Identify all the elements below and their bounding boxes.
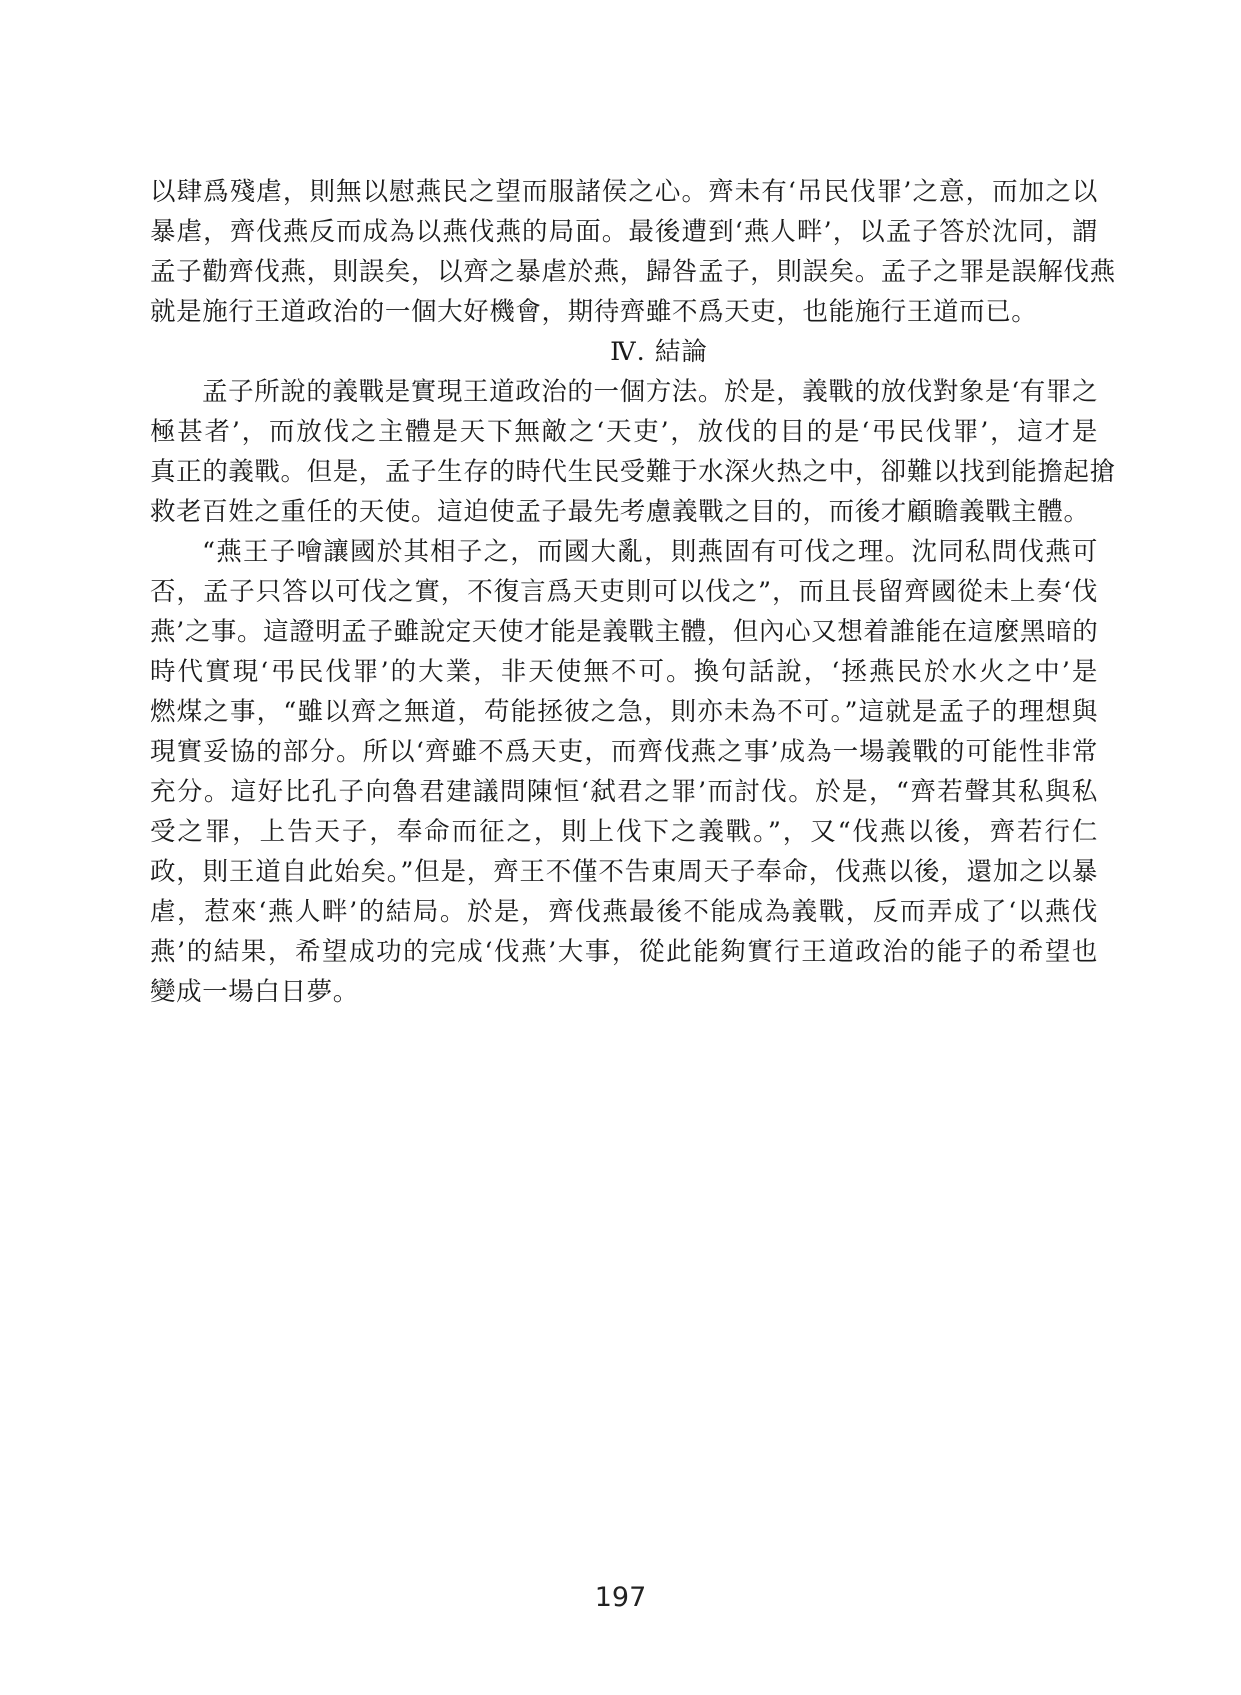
paragraph-line: 暴虐，齊伐燕反而成為以燕伐燕的局面。最後遭到‘燕人畔’，以孟子答於沈同，謂 (150, 217, 1098, 247)
paragraph-line: 變成一場白日夢。 (150, 977, 359, 1007)
section-heading: Ⅳ. 結論 (610, 337, 708, 367)
paragraph-line: 充分。這好比孔子向魯君建議問陳恒‘弑君之罪’而討伐。於是，“齊若聲其私與私 (150, 777, 1098, 807)
paragraph-line: 以肆爲殘虐，則無以慰燕民之望而服諸侯之心。齊未有‘吊民伐罪’之意，而加之以 (150, 177, 1098, 207)
paragraph-line: 現實妥協的部分。所以‘齊雖不爲天吏，而齊伐燕之事’成為一場義戰的可能性非常 (150, 737, 1098, 767)
paragraph-line: 燃煤之事，“雖以齊之無道，苟能拯彼之急，則亦未為不可。”這就是孟子的理想與 (150, 697, 1098, 727)
paragraph-line: 否，孟子只答以可伐之實，不復言爲天吏則可以伐之”，而且長留齊國從未上奏‘伐 (150, 577, 1098, 607)
paragraph-line: 極甚者’，而放伐之主體是天下無敵之‘天吏’，放伐的目的是‘弔民伐罪’，這才是 (150, 417, 1098, 447)
paragraph-line: “燕王子噲讓國於其相子之，而國大亂，則燕固有可伐之理。沈同私問伐燕可 (202, 537, 1098, 567)
paragraph-line: 虐，惹來‘燕人畔’的結局。於是，齊伐燕最後不能成為義戰，反而弄成了‘以燕伐 (150, 897, 1098, 927)
paragraph-line: 時代實現‘弔民伐罪’的大業，非天使無不可。換句話說，‘拯燕民於水火之中’是 (150, 657, 1098, 687)
paragraph-line: 救老百姓之重任的天使。這迫使孟子最先考慮義戰之目的，而後才顧瞻義戰主體。 (150, 497, 1090, 527)
body-text (150, 172, 1116, 1012)
paragraph-line: 燕’之事。這證明孟子雖說定天使才能是義戰主體，但內心又想着誰能在這麼黑暗的 (150, 617, 1099, 647)
paragraph-line: 孟子所說的義戰是實現王道政治的一個方法。於是，義戰的放伐對象是‘有罪之 (202, 377, 1099, 407)
paragraph-line: 政，則王道自此始矣。”但是，齊王不僅不告東周天子奉命，伐燕以後，還加之以暴 (150, 857, 1098, 887)
paragraph-line: 受之罪，上告天子，奉命而征之，則上伐下之義戰。”，又“伐燕以後，齊若行仁 (150, 817, 1098, 847)
paragraph-line: 燕’的結果，希望成功的完成‘伐燕’大事，從此能夠實行王道政治的能子的希望也 (150, 937, 1098, 967)
page-number: 197 (594, 1582, 647, 1613)
paragraph-line: 孟子勸齊伐燕，則誤矣，以齊之暴虐於燕，歸咎孟子，則誤矣。孟子之罪是誤解伐燕 (150, 257, 1116, 287)
paragraph-line: 就是施行王道政治的一個大好機會，期待齊雖不爲天吏，也能施行王道而已。 (150, 297, 1038, 327)
paragraph-line: 真正的義戰。但是，孟子生存的時代生民受難于水深火热之中，卻難以找到能擔起搶 (150, 457, 1116, 487)
